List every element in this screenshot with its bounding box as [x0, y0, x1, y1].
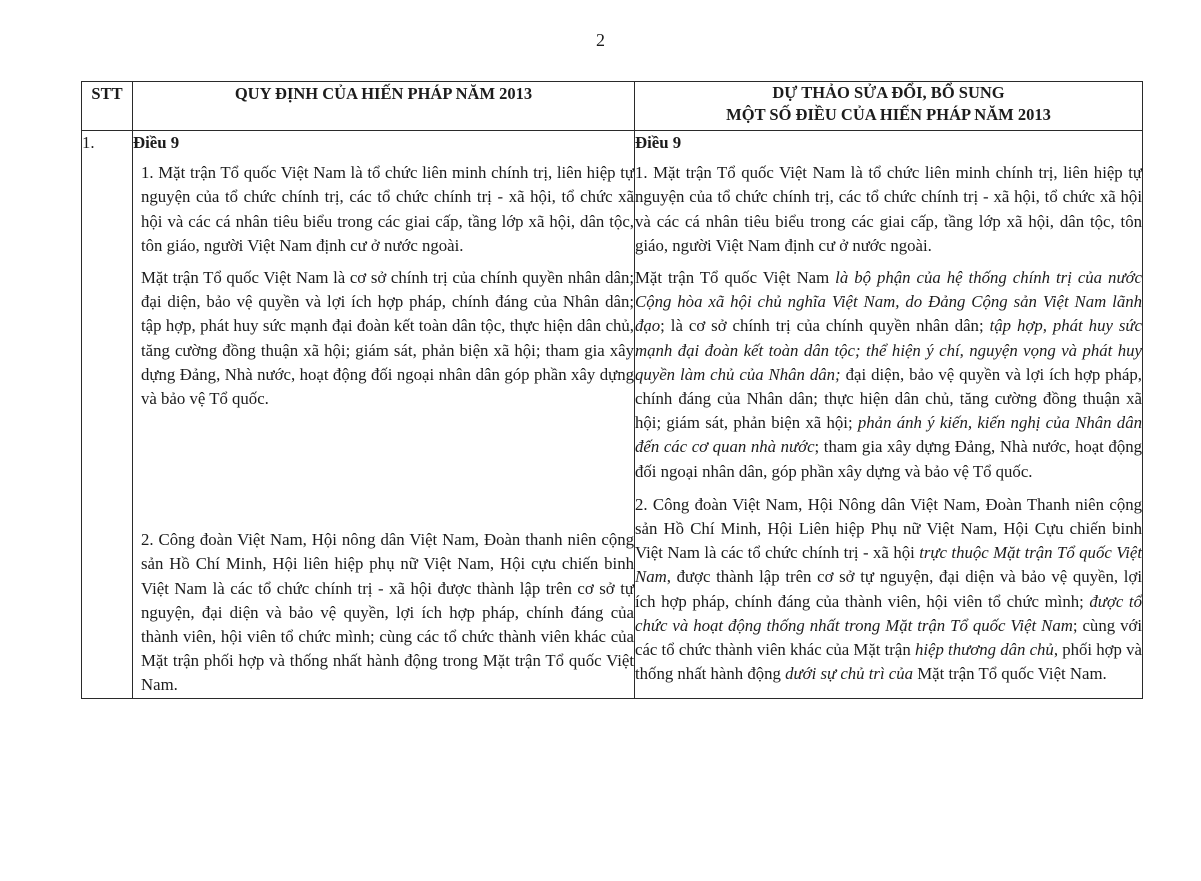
header-stt: STT: [82, 82, 133, 131]
draft-clause-1: 1. Mặt trận Tổ quốc Việt Nam là tổ chức liên minh chính trị, liên hiệp tự nguyện của tổ chức chính trị, các tổ chức chính trị - xã hội, tổ chức xã hội và các cá nhân tiêu biểu trong các giai cấp, tầng lớp xã hội, dân tộc, tôn giáo, người Việt Nam định cư ở nước ngoài.: [635, 163, 1142, 255]
article-heading-current: Điều 9: [133, 133, 180, 152]
comparison-table: [81, 81, 1143, 699]
draft-inserted-text: dưới sự chủ trì của: [785, 664, 914, 684]
current-text-cell: [133, 131, 635, 699]
current-clause-1-para-2: Mặt trận Tổ quốc Việt Nam là cơ sở chính trị của chính quyền nhân dân; đại diện, bảo vệ quyền và lợi ích hợp pháp, chính đáng của Nhân dân; tập hợp, phát huy sức mạnh đại đoàn kết toàn dân tộc, thực hiện dân chủ, tăng cường đồng thuận xã hội; giám sát, phản biện xã hội; tham gia xây dựng Đảng, Nhà nước, hoạt động đối ngoại nhân dân góp phần xây dựng và bảo vệ Tổ quốc.: [141, 268, 634, 409]
draft-inserted-text: là bộ phận của hệ thống chính trị của nước Cộng hòa xã hội chủ nghĩa Việt Nam, do Đảng Cộng sản Việt Nam lãnh đạo: [635, 268, 1143, 336]
draft-text: Mặt trận Tổ quốc Việt Nam.: [913, 664, 1107, 684]
header-current-constitution: QUY ĐỊNH CỦA HIẾN PHÁP NĂM 2013: [133, 82, 635, 131]
draft-inserted-text: phản ánh ý kiến, kiến nghị của Nhân dân đến các cơ quan nhà nước: [635, 413, 1142, 457]
draft-text: ; cùng với các tổ chức thành viên khác của Mặt trận: [635, 615, 1142, 660]
table-header-row: [82, 82, 1143, 131]
row-number: 1.: [82, 131, 133, 699]
current-clause-1: 1. Mặt trận Tổ quốc Việt Nam là tổ chức liên minh chính trị, liên hiệp tự nguyện của tổ chức chính trị, các tổ chức chính trị - xã hội, tổ chức xã hội và các cá nhân tiêu biểu trong các giai cấp, tầng lớp xã hội, dân tộc, tôn giáo, người Việt Nam định cư ở nước ngoài.: [141, 163, 634, 255]
draft-text: , phối hợp và thống nhất hành động: [635, 640, 1142, 684]
draft-inserted-text: được tổ chức và hoạt động thống nhất trong Mặt trận Tổ quốc Việt Nam: [635, 591, 1142, 635]
article-heading-draft: Điều 9: [635, 133, 682, 152]
header-draft-line1: DỰ THẢO SỬA ĐỔI, BỔ SUNG: [772, 83, 1005, 102]
draft-clause-1-para-2: [635, 266, 1142, 484]
draft-text: ; là cơ sở chính trị của chính quyền nhân dân;: [660, 316, 990, 336]
draft-clause-2: [635, 493, 1142, 687]
page-number: 2: [596, 30, 605, 50]
table-row: [82, 131, 1143, 699]
header-draft-line2: MỘT SỐ ĐIỀU CỦA HIẾN PHÁP NĂM 2013: [726, 105, 1051, 124]
draft-text-cell: [635, 131, 1143, 699]
draft-text: Mặt trận Tổ quốc Việt Nam: [635, 268, 836, 288]
header-draft-amendment: [635, 82, 1143, 131]
current-clause-2: 2. Công đoàn Việt Nam, Hội nông dân Việt Nam, Đoàn thanh niên cộng sản Hồ Chí Minh, Hội liên hiệp phụ nữ Việt Nam, Hội cựu chiến binh Việt Nam là các tổ chức chính trị - xã hội được thành lập trên cơ sở tự nguyện, đại diện và bảo vệ quyền, lợi ích hợp pháp, chính đáng của thành viên, hội viên tổ chức mình; cùng các tổ chức thành viên khác của Mặt trận phối hợp và thống nhất hành động trong Mặt trận Tổ quốc Việt Nam.: [141, 530, 634, 695]
draft-text: ; tham gia xây dựng Đảng, Nhà nước, hoạt động đối ngoại nhân dân, góp phần xây dựng và bảo vệ Tổ quốc.: [635, 437, 1142, 481]
draft-text: đại diện, bảo vệ quyền và lợi ích hợp pháp, chính đáng của Nhân dân; thực hiện dân chủ, tăng cường đồng thuận xã hội; giám sát, phản biện xã hội;: [635, 364, 1142, 433]
draft-text: , được thành lập trên cơ sở tự nguyện, đại diện và bảo vệ quyền, lợi ích hợp pháp, chính đáng của thành viên, hội viên tổ chức mình;: [635, 567, 1142, 611]
draft-inserted-text: hiệp thương dân chủ: [914, 640, 1054, 660]
draft-text: 2. Công đoàn Việt Nam, Hội Nông dân Việt Nam, Đoàn Thanh niên cộng sản Hồ Chí Minh, Hội Liên hiệp Phụ nữ Việt Nam, Hội Cựu chiến binh Việt Nam là các tổ chức chính trị - xã hội: [635, 494, 1142, 563]
draft-inserted-text: trực thuộc Mặt trận Tổ quốc Việt Nam: [635, 543, 1142, 587]
draft-inserted-text: tập hợp, phát huy sức mạnh đại đoàn kết toàn dân tộc; thể hiện ý chí, nguyện vọng và phát huy quyền làm chủ của Nhân dân;: [635, 316, 1143, 384]
